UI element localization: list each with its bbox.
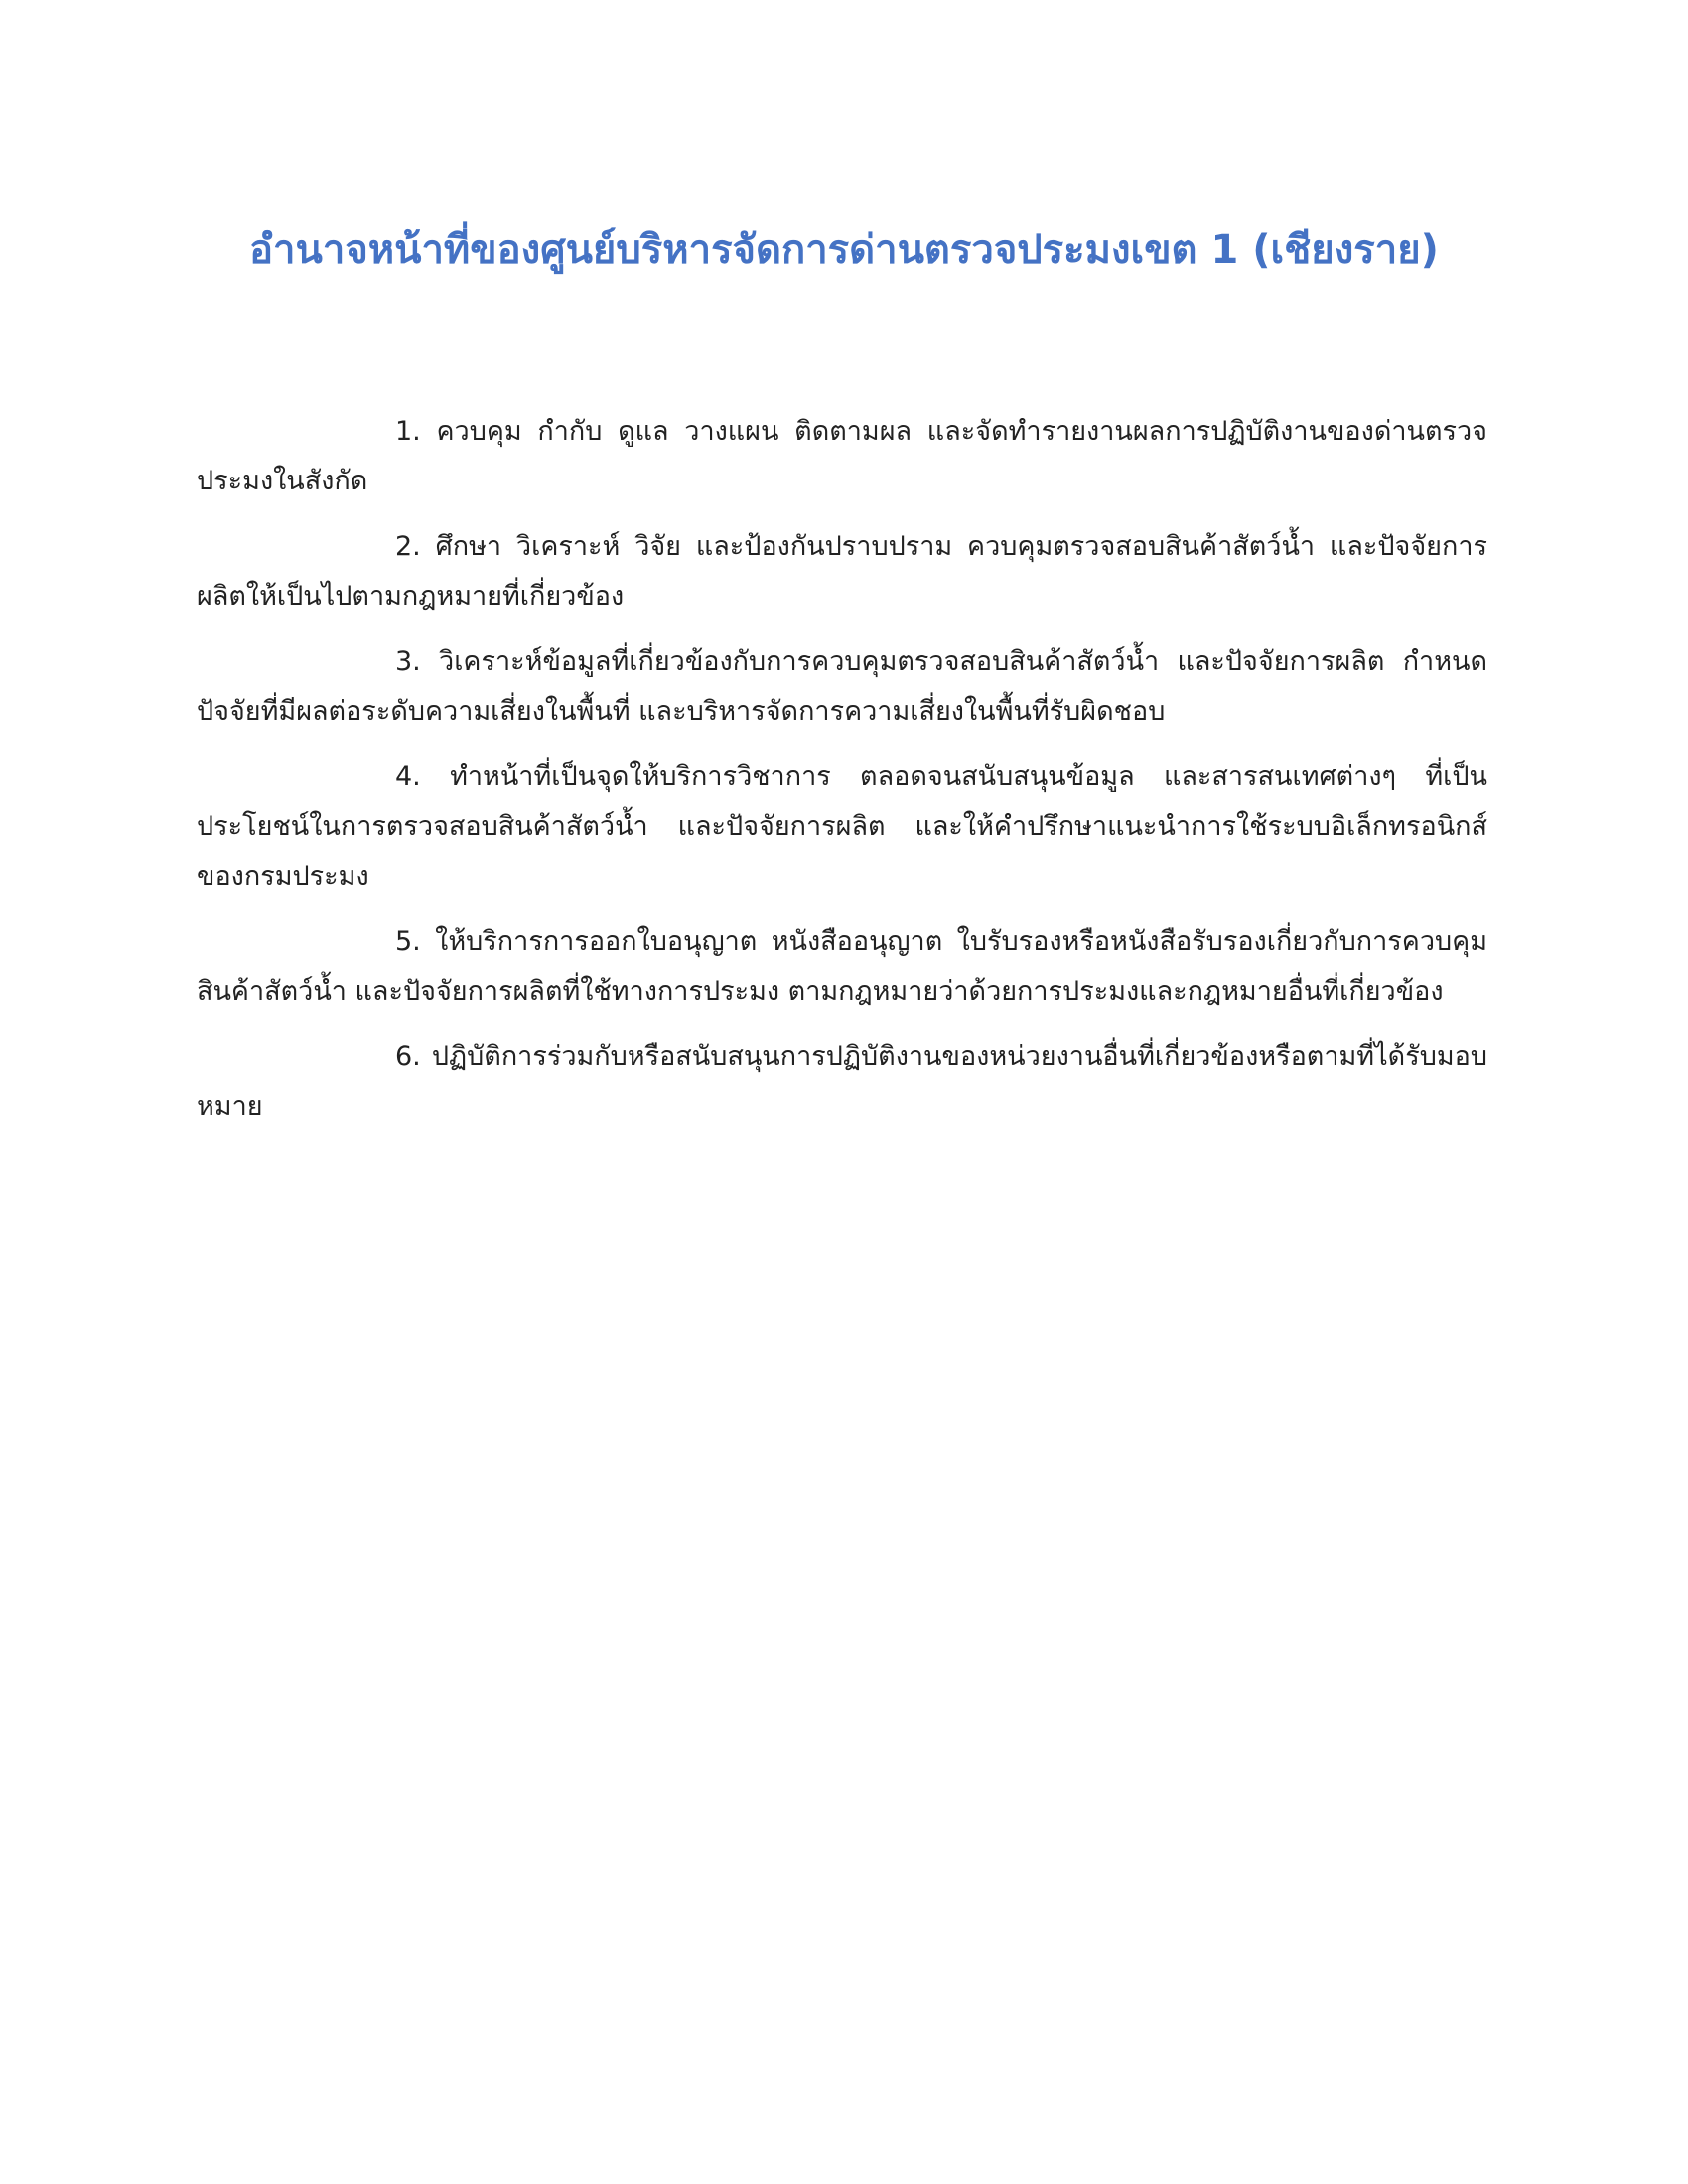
duty-item-3: 3. วิเคราะห์ข้อมูลที่เกี่ยวข้องกับการควบคุมตรวจสอบสินค้าสัตว์น้ำ และปัจจัยการผลิต กำหนดปัจจัยที่มีผลต่อระดับความเสี่ยงในพื้นที่ และบริหารจัดการความเสี่ยงในพื้นที่รับผิดชอบ xyxy=(197,646,1487,727)
page-title: อำนาจหน้าที่ของศูนย์บริหารจัดการด่านตรวจประมงเขต 1 (เชียงราย) xyxy=(249,227,1439,273)
duty-item-6: 6. ปฏิบัติการร่วมกับหรือสนับสนุนการปฏิบัติงานของหน่วยงานอื่นที่เกี่ยวข้องหรือตามที่ได้รับมอบหมาย xyxy=(197,1041,1487,1122)
duty-item-4: 4. ทำหน้าที่เป็นจุดให้บริการวิชาการ ตลอดจนสนับสนุนข้อมูล และสารสนเทศต่างๆ ที่เป็นประโยชน์ในการตรวจสอบสินค้าสัตว์น้ำ และปัจจัยการผลิต และให้คำปรึกษาแนะนำการใช้ระบบอิเล็กทรอนิกส์ของกรมประมง xyxy=(197,761,1487,891)
duties-list xyxy=(197,407,1487,1148)
duty-item-1: 1. ควบคุม กำกับ ดูแล วางแผน ติดตามผล และจัดทำรายงานผลการปฏิบัติงานของด่านตรวจประมงในสังกัด xyxy=(197,416,1487,496)
duty-item-5: 5. ให้บริการการออกใบอนุญาต หนังสืออนุญาต ใบรับรองหรือหนังสือรับรองเกี่ยวกับการควบคุมสินค้าสัตว์น้ำ และปัจจัยการผลิตที่ใช้ทางการประมง ตามกฎหมายว่าด้วยการประมงและกฎหมายอื่นที่เกี่ยวข้อง xyxy=(197,926,1487,1007)
duty-item-2: 2. ศึกษา วิเคราะห์ วิจัย และป้องกันปราบปราม ควบคุมตรวจสอบสินค้าสัตว์น้ำ และปัจจัยการผลิตให้เป็นไปตามกฎหมายที่เกี่ยวข้อง xyxy=(197,531,1487,612)
